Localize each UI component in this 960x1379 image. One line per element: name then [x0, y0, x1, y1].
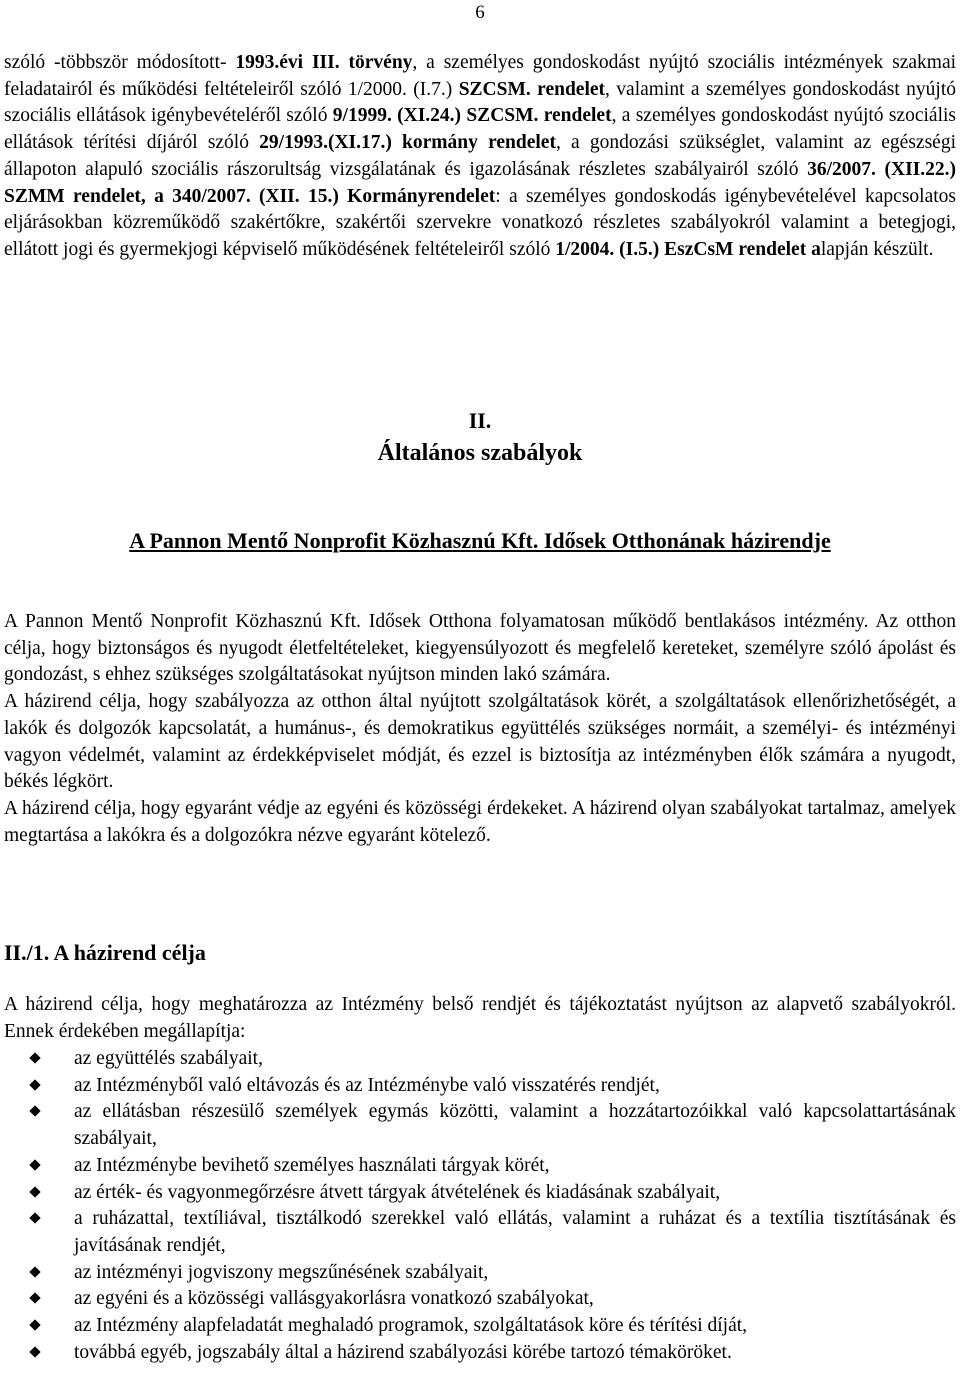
bullet-list — [4, 1046, 956, 1366]
document-title: A Pannon Mentő Nonprofit Közhasznú Kft. Idősek Otthonának házirendje — [129, 528, 831, 553]
list-item — [4, 1313, 956, 1340]
intro-segment: 36/2007. (XII.22.) SZMM rendelet, a 340/2007. (XII. 15.) Kormányrendelet — [4, 158, 957, 207]
general-paragraphs — [4, 609, 956, 849]
list-item — [4, 1180, 956, 1207]
list-item — [4, 1073, 956, 1100]
intro-segment: 1/2004. (I.5.) EszCsM rendelet a — [555, 238, 821, 260]
list-item — [4, 1260, 956, 1287]
intro-segment: szóló -többször módosított- — [4, 52, 236, 73]
diamond-bullet-icon — [29, 1079, 40, 1090]
list-item — [4, 1099, 956, 1152]
intro-segment: 1993.évi III. — [235, 52, 340, 73]
diamond-bullet-icon — [29, 1159, 40, 1170]
intro-segment: , a gondozási szükséglet, valamint az egészségi állapoton alapuló szociális rászorultság vizsgálatának és igazolásának részletes szabályairól szóló — [4, 132, 956, 180]
intro-segment: , a személyes gondoskodást nyújtó szociális intézmények szakmai feladatairól és működési feltételeiről szóló 1/2000. (I.7.) — [4, 52, 957, 100]
list-item-text: az egyéni és a közösségi vallásgyakorlásra vonatkozó szabályokat, — [74, 1288, 594, 1310]
intro-segment: 29/1993.(XI.17.) kormány rendelet — [259, 132, 556, 154]
intro-segment: törvény — [348, 52, 413, 73]
diamond-bullet-icon — [29, 1213, 40, 1224]
diamond-bullet-icon — [29, 1293, 40, 1304]
section-number: II. — [468, 408, 492, 433]
paragraph: A házirend célja, hogy szabályozza az otthon által nyújtott szolgáltatások körét, a szolgáltatások ellenőrizhetőségét, a lakók és dolgozók kapcsolatát, a humánus-, és demokratikus együttélés szükséges normáit, a személyi- és intézményi vagyon védelmét, valamint az érdekképviselet módját, és ezzel is biztosítja az intézményben élők számára a nyugodt, békés légkört. — [4, 691, 956, 793]
diamond-bullet-icon — [29, 1186, 40, 1197]
intro-segment: , a személyes gondoskodást nyújtó szociális ellátások térítési díjáról szóló — [4, 105, 956, 154]
intro-segment: lapján készült. — [820, 238, 934, 260]
diamond-bullet-icon — [29, 1052, 40, 1063]
page-number: 6 — [475, 2, 485, 23]
list-item-text: az Intézmény alapfeladatát meghaladó programok, szolgáltatások köre és térítési díját, — [74, 1315, 748, 1337]
intro-segment: , valamint a személyes gondoskodást nyújtó szociális ellátások igénybevételéről szóló — [4, 78, 956, 127]
subsection-intro: A házirend célja, hogy meghatározza az Intézmény belső rendjét és tájékoztatást nyújtson az alapvető szabályokról. Ennek érdekében megállapítja: — [4, 994, 956, 1042]
list-item-text: az ellátásban részesülő személyek egymás közötti, valamint a hozzátartozóikkal való kapcsolattartásának szabályait, — [74, 1101, 956, 1150]
list-item-text: az intézményi jogviszony megszűnésének szabályait, — [74, 1261, 489, 1283]
list-item-text: az érték- és vagyonmegőrzésre átvett tárgyak átvételének és kiadásának szabályait, — [74, 1181, 721, 1203]
list-item — [4, 1340, 956, 1367]
list-item-text: az Intézménybe bevihető személyes használati tárgyak körét, — [74, 1154, 550, 1176]
list-item-text: a ruházattal, textíliával, tisztálkodó szerekkel való ellátás, valamint a ruházat és a textília tisztításának és javításának rendjét, — [74, 1208, 956, 1256]
paragraph: A Pannon Mentő Nonprofit Közhasznú Kft. Idősek Otthona folyamatosan működő bentlakásos intézmény. Az otthon célja, hogy biztonságos és nyugodt életfeltételeket, kiegyensúlyozott és megfelelő kereteket, személyre szóló ápolást és gondozást, s ehhez szükséges szolgáltatásokat nyújtson minden lakó számára. — [4, 611, 956, 686]
subsection-heading: II./1. A házirend célja — [4, 940, 206, 965]
paragraph: A házirend célja, hogy egyaránt védje az egyéni és közösségi érdekeket. A házirend olyan szabályokat tartalmaz, amelyek megtartása a lakókra és a dolgozókra nézve egyaránt kötelező. — [4, 797, 956, 846]
intro-segment: : a személyes gondoskodás igénybevételével kapcsolatos eljárásokban közreműködő szakértőkre, szakértői szervekre vonatkozó részletes szabályokról valamint a betegjogi, ellátott jogi és gyermekjogi képviselő működésének feltételeiről szóló — [4, 185, 956, 260]
list-item-text: az Intézményből való eltávozás és az Intézménybe való visszatérés rendjét, — [74, 1074, 660, 1096]
list-item — [4, 1046, 956, 1073]
intro-segment: 9/1999. (XI.24.) SZCSM. rendelet — [332, 105, 612, 127]
diamond-bullet-icon — [29, 1346, 40, 1357]
list-item-text: továbbá egyéb, jogszabály által a házirend szabályozási körébe tartozó témaköröket. — [74, 1341, 732, 1363]
section-title: Általános szabályok — [377, 440, 583, 466]
diamond-bullet-icon — [29, 1106, 40, 1117]
intro-paragraph — [4, 50, 956, 264]
intro-segment: SZCSM. rendelet — [458, 78, 606, 100]
list-item — [4, 1286, 956, 1313]
list-item — [4, 1206, 956, 1259]
diamond-bullet-icon — [29, 1319, 40, 1330]
list-item — [4, 1153, 956, 1180]
diamond-bullet-icon — [29, 1266, 40, 1277]
intro-segment — [340, 52, 349, 73]
list-item-text: az együttélés szabályait, — [74, 1048, 263, 1069]
